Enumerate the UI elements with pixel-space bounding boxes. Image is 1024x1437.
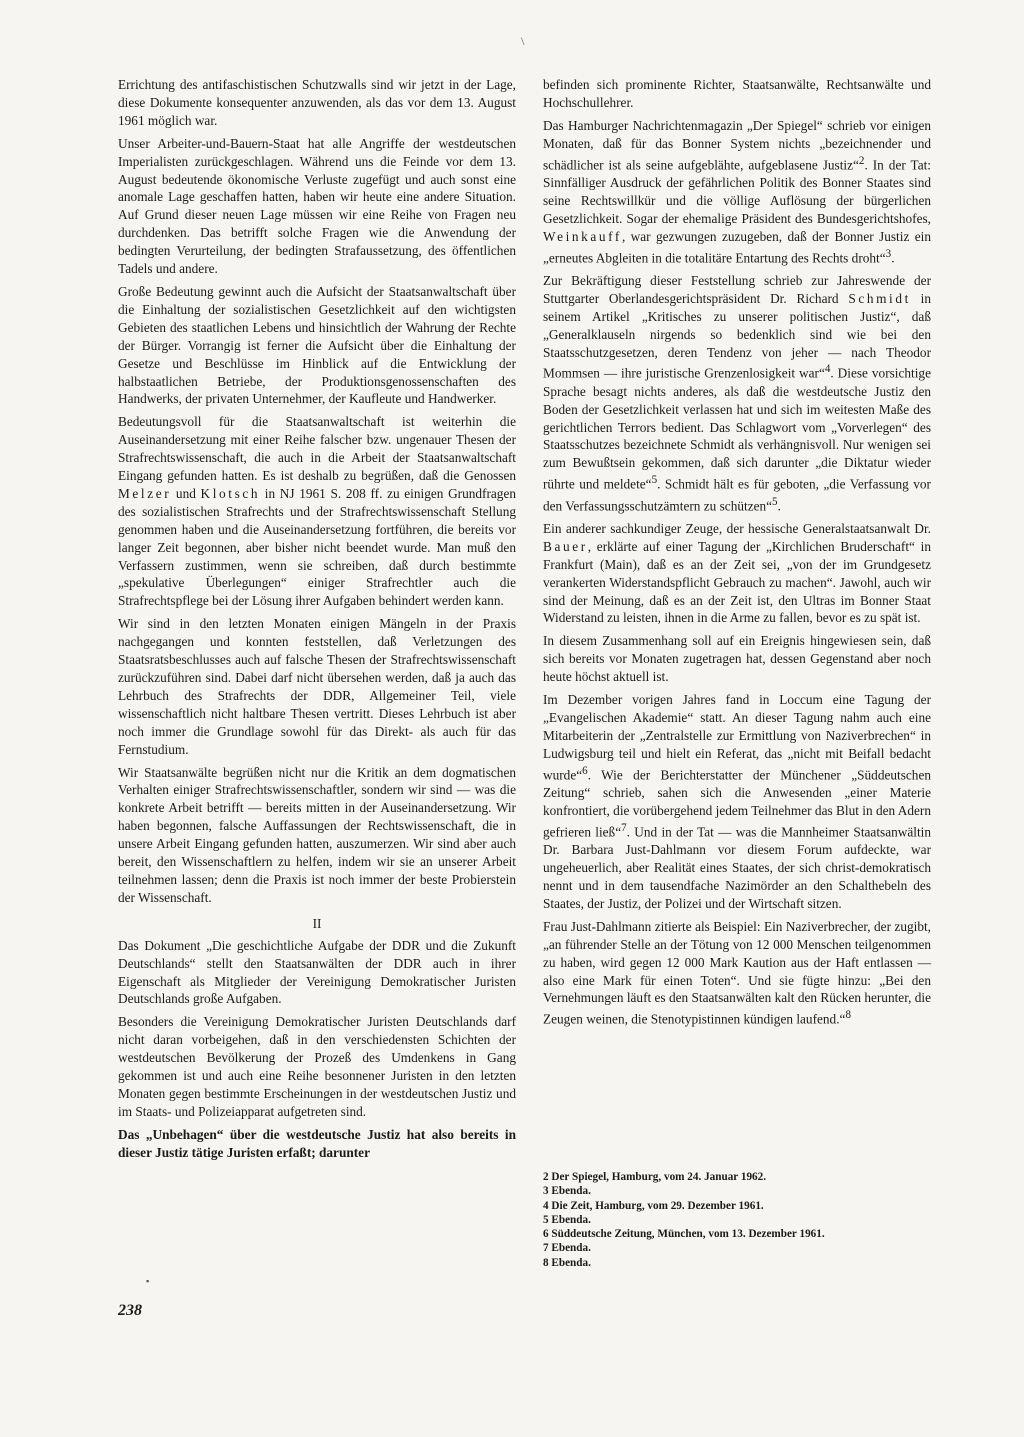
footnote: 8 Ebenda. [543,1256,591,1269]
text-run: , war gezwungen zuzugeben, daß der Bonner Justiz ein „erneutes Abgleiten in die totalitäre Entartung des Rechts droht“ [543,228,931,265]
bold-paragraph: Das „Unbehagen“ über die westdeutsche Justiz hat also bereits in dieser Justiz tätige Juristen erfaßt; darunter [118,1126,516,1160]
text-run: Im Dezember vorigen Jahres fand in Loccum eine Tagung der „Evangelischen Akademie“ statt. An dieser Tagung nahm auch eine Mitarbeiterin der „Zentralstelle zur Ermittlung von Naziverbrechen“ in Ludwigsburg teil und hielt ein Referat, das „nicht mit Beifall bedacht wurde“ [543,692,931,783]
left-column [118,76,516,1167]
footnote: 3 Ebenda. [543,1185,591,1198]
text-run: . Und in der Tat — was die Mannheimer Staatsanwältin Dr. Barbara Just-Dahlmann vor diesem Forum aufdeckte, war ungeheuerlich, aber Realität eines Staates, der sich christ-demokratisch nennt und in dem tausendfache Nazimörder an den Schalthebeln des Staates, der Justiz, der Polizei und der Wirtschaft sitzen. [543,824,931,911]
author-name: Klotsch [200,485,261,501]
footnote: 6 Süddeutsche Zeitung, München, vom 13. Dezember 1961. [543,1228,825,1241]
right-column [543,76,931,1034]
text-run: Das Hamburger Nachrichtenmagazin „Der Spiegel“ schrieb vor einigen Monaten, daß für das Bonner System nichts „bezeichnender und schädlicher ist als seine aufgeblähte, aufgeblasene Justiz“ [543,117,931,173]
paragraph: befinden sich prominente Richter, Staatsanwälte, Rechtsanwälte und Hochschullehrer. [543,77,931,110]
paragraph: Wir Staatsanwälte begrüßen nicht nur die Kritik an dem dogmatischen Verhalten einiger Strafrechtswissenschaftler, sondern wir sind — was die konkrete Arbeit betrifft — bereits mitten in der Auseinandersetzung. Wir haben begonnen, falsche Auffassungen der Rechtswissenschaft, die in unsere Arbeit Eingang gefunden hatten, auszumerzen. Wir sind aber auch bereit, den Wissenschaftlern zu helfen, indem wir sie an unserer Arbeit teilnehmen lassen; denn die Praxis ist noch immer der beste Probierstein der Wissenschaft. [118,764,516,905]
paragraph: Wir sind in den letzten Monaten einigen Mängeln in der Praxis nachgegangen und konnten feststellen, daß Verletzungen des Staatsratsbeschlusses auch auf falsche Thesen der Strafrechtswissenschaft zurückzuführen sind. Dabei darf nicht übersehen werden, daß ja auch das Lehrbuch des Strafrechts der DDR, Allgemeiner Teil, viele wissenschaftlich nicht haltbare Thesen vertritt. Dieses Lehrbuch ist aber noch immer die Grundlage sowohl für das Direkt- als auch für das Fernstudium. [118,616,516,757]
paragraph [543,117,931,267]
paragraph [543,918,931,1029]
author-name: Weinkauff [543,228,622,244]
paragraph [543,691,931,913]
text-run: Zur Bekräftigung dieser Feststellung schrieb zur Jahreswende der Stuttgarter Oberlandesgerichtspräsident Dr. Richard [543,272,931,306]
footnote-ref: 5 [651,474,658,487]
text-run: . In der Tat: Sinnfälliger Ausdruck der gefährlichen Politik des Bonner Staates sind seine Rechtswillkür und die völlige Auflösung der bürgerlichen Gesetzlichkeit. Sogar der ehemalige Präsident des Bundesgerichtshofes, [543,157,931,226]
text-run: . Schmidt hält es für geboten, „die Verfassung vor den Verfassungsschutzämtern zu schützen“ [543,476,931,514]
scan-mark: \ [521,34,525,48]
text-run: Ein anderer sachkundiger Zeuge, der hessische Generalstaatsanwalt Dr. [543,520,931,536]
text-run: , erklärte auf einer Tagung der „Kirchlichen Bruderschaft“ in Frankfurt (Main), daß es an der Zeit sei, „von der im Grundgesetz verankerten Widerstandspflicht Gebrauch zu machen“. Jawohl, auch wir sind der Meinung, daß es an der Zeit ist, den Ultras im Bonner Staat Widerstand zu leisten, ihnen in die Arme zu fallen, bevor es zu spät ist. [543,538,931,626]
paragraph [543,520,931,627]
footnote: 7 Ebenda. [543,1242,591,1255]
footnote-ref: 5 [772,495,778,508]
footnote: 5 Ebenda. [543,1213,591,1226]
footnote-ref: 4 [824,363,831,376]
text-run: . Wie der Berichterstatter der Münchener „Süddeutschen Zeitung“ schrieb, sahen sich die Anwesenden „einer Materie konfrontiert, die vorübergehend jedem Teilnehmer das Blut in den Adern gefrieren ließ“ [543,767,931,840]
paragraph: In diesem Zusammenhang soll auf ein Ereignis hingewiesen sein, daß sich bereits vor Monaten zugetragen hat, dessen Gegenstand aber noch heute höchst aktuell ist. [543,633,931,685]
paragraph [118,413,516,610]
author-name: Bauer [543,538,588,554]
paragraph: Das Dokument „Die geschichtliche Aufgabe der DDR und die Zukunft Deutschlands“ stellt den Staatsanwälten der DDR auch in ihrer Eigenschaft als Mitglieder der Vereinigung Demokratischer Juristen Deutschlands große Aufgaben. [118,937,516,1007]
text-run: . [777,498,781,514]
paragraph: Unser Arbeiter-und-Bauern-Staat hat alle Angriffe der westdeutschen Imperialisten zurückgeschlagen. Während uns die Feinde vor dem 13. August bedeutende ökonomische Verluste zugefügt und auch sonst eine anomale Lage geschaffen hatten, haben wir heute eine andere Situation. Auf Grund dieser neuen Lage müssen wir eine Reihe von Fragen neu durchdenken. Das betrifft solche Fragen wie die Anwendung der bedingten Verurteilung, der bedingten Strafaussetzung, des öffentlichen Tadels und andere. [118,135,516,277]
page-number: 238 [118,1302,142,1319]
paragraph: Besonders die Vereinigung Demokratischer Juristen Deutschlands darf nicht daran vorbeigehen, daß in den verschiedensten Schichten der westdeutschen Bevölkerung der Prozeß des Umdenkens in Gang gekommen ist und auch eine Reihe besonnener Juristen in den letzten Monaten gegen bestimmte Erscheinungen in der westdeutschen Justiz und im Staats- und Polizeiapparat aufgetreten sind. [118,1014,516,1119]
footnote-ref: 7 [621,821,627,834]
paragraph [543,272,931,515]
footnote-ref: 3 [885,247,892,260]
text-run: und [171,485,201,501]
text-run: . Diese vorsichtige Sprache besagt nichts anderes, als daß die westdeutsche Justiz den Boden der Gesetzlichkeit verlassen hat und sich im weitesten Maße des gerichtlichen Terrors bedient. Das Schlagwort vom „Vorverlegen“ des Staatsschutzes bezeichnete Schmidt als verhängnisvoll. Nur wenigen sei zum Bewußtsein gekommen, daß sich darunter „die Diktatur wieder rührte und meldete“ [543,365,931,492]
paragraph: Errichtung des antifaschistischen Schutzwalls sind wir jetzt in der Lage, diese Dokumente konsequenter anzuwenden, als das vor dem 13. August 1961 möglich war. [118,77,516,128]
text-run: in NJ 1961 S. 208 ff. zu einigen Grundfragen des sozialistischen Strafrechts und der Strafrechtswissenschaft Stellung genommen haben und die Auseinandersetzung fortführen, die bereits vor langer Zeit begonnen, aber bisher nicht beendet wurde. Man muß den Verfassern zustimmen, wenn sie schreiben, daß durch bestimmte „spekulative Überlegungen“ einiger Strafrechtler auch die Strafrechtspflege bei der Lösung ihrer Aufgaben behindert werden kann. [118,485,517,609]
text-run: . [891,250,895,265]
text-run: Bedeutungsvoll für die Staatsanwaltschaft ist weiterhin die Auseinandersetzung mit einer Reihe falscher bzw. ungenauer Thesen der Strafrechtswissenschaft, die auch in die Arbeit der Staatsanwaltschaft Eingang gefunden hatten. Es ist deshalb zu begrüßen, daß die Genossen [118,414,516,484]
author-name: Melzer [118,485,172,501]
footnote-ref: 6 [582,764,588,777]
text-run: in seinem Artikel „Kritisches zu unserer politischen Justiz“, daß „Generalklauseln nirgends so bedenklich sind wie bei den Staatsschutzgesetzen, deren Tendenz von jeher — nach Theodor Mommsen — ihre juristische Grenzenlosigkeit war“ [543,290,931,381]
author-name: Schmidt [848,290,911,306]
scan-mark: ▪ [146,1276,150,1286]
footnote-ref: 8 [845,1009,851,1022]
section-heading: II [312,915,322,931]
paragraph: Große Bedeutung gewinnt auch die Aufsicht der Staatsanwaltschaft über die Einhaltung der sozialistischen Gesetzlichkeit auf den wichtigsten Gebieten des staatlichen Lebens und hinsichtlich der Wahrung der Rechte der Bürger. Vorrangig ist ferner die Aufsicht über die Einhaltung der Gesetze und Beschlüsse im Hinblick auf die Entwicklung der halbstaatlichen Betriebe, der Produktionsgenossenschaften des Handwerks, der privaten Unternehmer, der Kaufleute und Handwerker. [118,283,516,407]
footnote: 2 Der Spiegel, Hamburg, vom 24. Januar 1962. [543,1171,767,1183]
footnotes [543,1170,931,1270]
footnote-ref: 2 [858,154,865,167]
footnote: 4 Die Zeit, Hamburg, vom 29. Dezember 1961. [543,1199,764,1212]
text-run: Frau Just-Dahlmann zitierte als Beispiel: Ein Naziverbrecher, der zugibt, „an führender Stelle an der Tötung von 12 000 Menschen teilgenommen zu haben, wird gegen 12 000 Mark Kaution aus der Haft entlassen — also eine Mark für einen Toten“. Und sie fügte hinzu: „Bei den Vernehmungen läuft es den Staatsanwälten kalt den Rücken herunter, die Zeugen weinen, die Stenotypistinnen kündigen laufend.“ [543,918,931,1027]
